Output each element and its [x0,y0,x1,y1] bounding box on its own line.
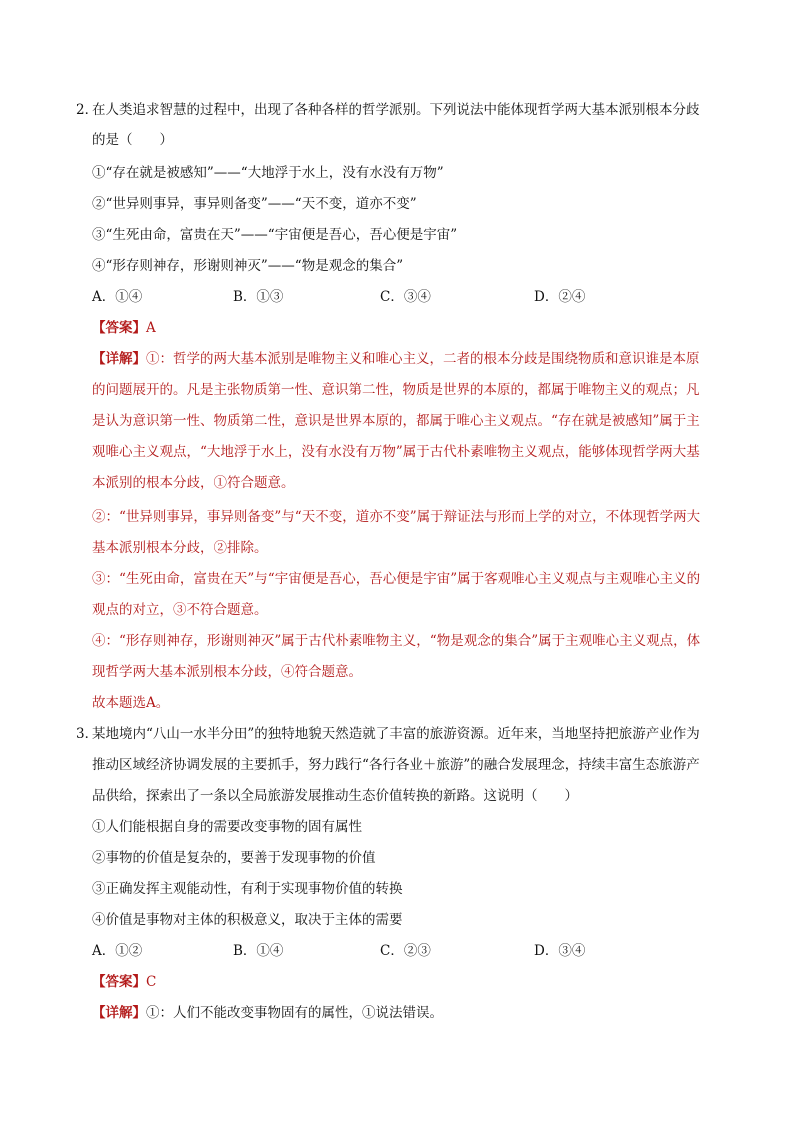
question-3-item-2: ②事物的价值是复杂的，要善于发现事物的价值 [92,850,376,866]
question-2-item-1: ①“存在就是被感知”——“大地浮于水上，没有水没有万物” [92,165,444,181]
question-2-detail-line-6: ②：“世异则事异，事异则备变”与“天不变，道亦不变”属于辩证法与形而上学的对立，不体现哲学两大 [92,509,701,525]
answer-value: A [146,320,156,336]
question-2-detail-line-4: 观唯心主义观点，“大地浮于水上，没有水没有万物”属于古代朴素唯物主义观点，能够体现哲学两大基 [92,444,700,460]
question-3-option-b: B．①④ [233,943,284,959]
question-3-stem-line-3: 品供给，探索出了一条以全局旅游发展推动生态价值转换的新路。这说明（ ） [92,788,578,804]
question-2-number: 2． [76,102,99,118]
question-2-item-3: ③“生死由命，富贵在天”——“宇宙便是吾心，吾心便是宇宙” [92,227,458,243]
question-2-detail-line-12: 故本题选A。 [92,695,170,711]
question-3-item-4: ④价值是事物对主体的积极意义，取决于主体的需要 [92,912,403,928]
question-3-detail-line-1 [92,1003,732,1023]
question-2-detail-line-1 [92,349,732,369]
question-2-detail-line-3: 是认为意识第一性、物质第二性，意识是世界本原的，都属于唯心主义观点。“存在就是被感知”属于主 [92,413,700,429]
detail-label: 【详解】 [92,351,146,367]
question-2-option-d: D．②④ [534,289,586,305]
answer-label: 【答案】 [92,974,146,990]
question-3-answer [92,972,732,992]
answer-label: 【答案】 [92,320,146,336]
question-3-number: 3． [76,726,99,742]
question-2-option-b: B．①③ [233,289,284,305]
question-2-stem-line-1: 在人类追求智慧的过程中，出现了各种各样的哲学派别。下列说法中能体现哲学两大基本派别根本分歧 [92,102,700,118]
question-2-option-c: C．③④ [380,289,431,305]
question-2-item-4: ④“形存则神存，形谢则神灭”——“物是观念的集合” [92,258,404,274]
question-3-option-c: C．②③ [380,943,431,959]
question-3-item-1: ①人们能根据自身的需要改变事物的固有属性 [92,819,362,835]
question-2-detail-line-8: ③：“生死由命，富贵在天”与“宇宙便是吾心，吾心便是宇宙”属于客观唯心主义观点与主观唯心主义的 [92,571,701,587]
question-2-item-2: ②“世异则事异，事异则备变”——“天不变，道亦不变” [92,196,417,212]
question-2-detail-line-2: 的问题展开的。凡是主张物质第一性、意识第二性，物质是世界的本原的，都属于唯物主义的观点；凡 [92,382,700,398]
question-3-stem-line-2: 推动区域经济协调发展的主要抓手，努力践行“各行各业＋旅游”的融合发展理念，持续丰富生态旅游产 [92,757,700,773]
question-3-option-d: D．③④ [534,943,586,959]
detail-label: 【详解】 [92,1005,146,1021]
detail-text: ①：人们不能改变事物固有的属性，①说法错误。 [146,1005,443,1021]
question-2-detail-line-7: 基本派别根本分歧，②排除。 [92,540,268,556]
detail-text: ①：哲学的两大基本派别是唯物主义和唯心主义，二者的根本分歧是围绕物质和意识谁是本原 [146,351,700,367]
answer-value: C [146,974,157,990]
question-2-detail-line-10: ④：“形存则神存，形谢则神灭”属于古代朴素唯物主义，“物是观念的集合”属于主观唯心主义观点，体 [92,633,701,649]
question-2-stem-line-2: 的是（ ） [92,132,173,148]
question-2-detail-line-5: 本派别的根本分歧，①符合题意。 [92,475,295,491]
question-3-item-3: ③正确发挥主观能动性，有利于实现事物价值的转换 [92,881,403,897]
question-2-answer [92,318,732,338]
question-2-option-a: A．①④ [92,289,143,305]
question-3-stem-line-1: 某地境内“八山一水半分田”的独特地貌天然造就了丰富的旅游资源。近年来，当地坚持把旅游产业作为 [92,726,700,742]
question-2-detail-line-9: 观点的对立，③不符合题意。 [92,602,268,618]
question-2-detail-line-11: 现哲学两大基本派别根本分歧，④符合题意。 [92,664,362,680]
question-3-option-a: A．①② [92,943,143,959]
